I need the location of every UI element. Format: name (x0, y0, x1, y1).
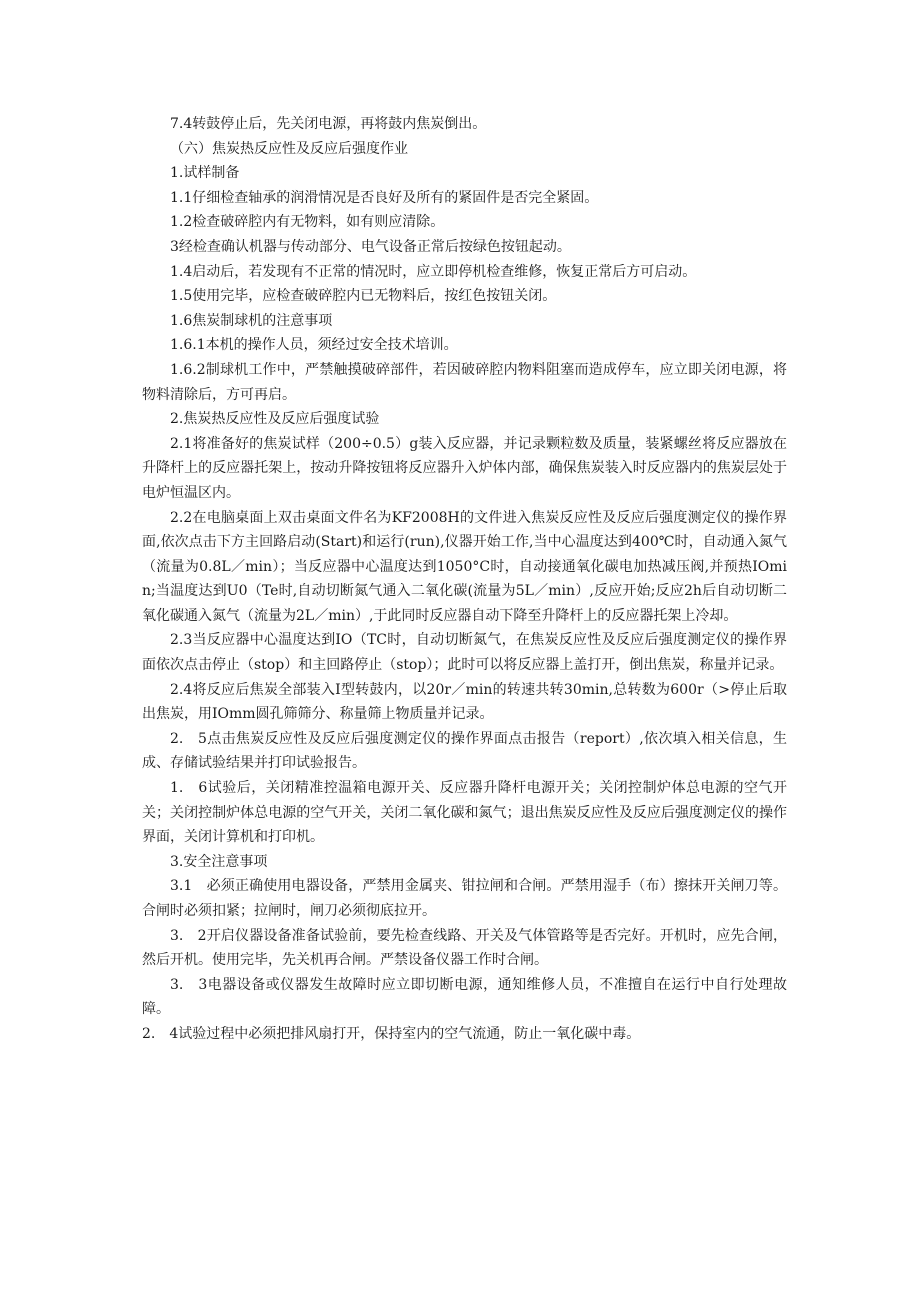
subsection-heading: 1.试样制备 (170, 165, 240, 182)
paragraph: 2.1将准备好的焦炭试样（200÷0.5）g装入反应器，并记录颗粒数及质量，装紧螺丝将反应器放在升降杆上的反应器托架上，按动升降按钮将反应器升入炉体内部，确保焦炭装入时反应器内的焦炭层处于电炉恒温区内。 (142, 435, 787, 501)
paragraph: 3. 3电器设备或仪器发生故障时应立即切断电源，通知维修人员，不准擅自在运行中自行处理故障。 (142, 976, 787, 1018)
paragraph: 1.4启动后，若发现有不正常的情况时，应立即停机检查维修，恢复正常后方可启动。 (170, 263, 697, 280)
subsection-heading: 2.焦炭热反应性及反应后强度试验 (170, 411, 380, 428)
paragraph: 2.2在电脑桌面上双击桌面文件名为KF2008H的文件进入焦炭反应性及反应后强度测定仪的操作界面,依次点击下方主回路启动(Start)和运行(run),仪器开始工作,当中心温度达到400℃时，自动通入氮气（流量为0.8L／min）；当反应器中心温度达到1050°C时，自动接通氧化碳电加热减压阀,并预热IOmin;当温度达到U0（Te时,自动切断氮气通入二氧化碳(流量为5L／min）,反应开始;反应2h后自动切断二氧化碳通入氮气（流量为2L／min）,于此同时反应器自动下降至升降杆上的反应器托架上冷却。 (142, 509, 787, 624)
paragraph: 2.4将反应后焦炭全部装入I型转鼓内，以20r／min的转速共转30min,总转数为600r（>停止后取出焦炭，用IOmm圆孔筛筛分、称量筛上物质量并记录。 (142, 681, 787, 723)
paragraph: 2.3当反应器中心温度达到IO（TC时，自动切断氮气，在焦炭反应性及反应后强度测定仪的操作界面依次点击停止（stop）和主回路停止（stop）；此时可以将反应器上盖打开，倒出焦炭，称量并记录。 (142, 632, 787, 674)
paragraph: 1.6.1本机的操作人员，须经过安全技术培训。 (170, 337, 458, 354)
document-body (142, 112, 787, 1047)
paragraph: 3. 2开启仪器设备准备试验前，要先检查线路、开关及气体管路等是否完好。开机时，应先合闸，然后开机。使用完毕，先关机再合闸。严禁设备仪器工作时合闸。 (142, 927, 787, 969)
paragraph: 7.4转鼓停止后，先关闭电源，再将鼓内焦炭倒出。 (170, 116, 487, 132)
section-heading: （六）焦炭热反应性及反应后强度作业 (170, 140, 408, 157)
paragraph: 3经检查确认机器与传动部分、电气设备正常后按绿色按钮起动。 (170, 238, 571, 255)
paragraph: 3.1 必须正确使用电器设备，严禁用金属夹、钳拉闸和合闸。严禁用湿手（布）擦抹开关闸刀等。合闸时必须扣紧；拉闸时，闸刀必须彻底拉开。 (142, 878, 787, 919)
paragraph: 1.5使用完毕，应检查破碎腔内已无物料后，按红色按钮关闭。 (170, 288, 557, 305)
subsection-heading: 3.安全注意事项 (170, 853, 268, 870)
paragraph: 1.6.2制球机工作中，严禁触摸破碎部件，若因破碎腔内物料阻塞而造成停车，应立即关闭电源，将物料清除后，方可再启。 (142, 361, 787, 403)
paragraph: 2. 5点击焦炭反应性及反应后强度测定仪的操作界面点击报告（report）,依次填入相关信息，生成、存储试验结果并打印试验报告。 (142, 730, 787, 772)
paragraph: 2. 4试验过程中必须把排风扇打开，保持室内的空气流通，防止一氧化碳中毒。 (142, 1025, 641, 1042)
paragraph: 1.1仔细检查轴承的润滑情况是否良好及所有的紧固件是否完全紧固。 (170, 189, 599, 206)
paragraph: 1.2检查破碎腔内有无物料，如有则应清除。 (170, 214, 445, 231)
paragraph: 1.6焦炭制球机的注意事项 (170, 312, 333, 329)
paragraph: 1. 6试验后，关闭精准控温箱电源开关、反应器升降杆电源开关；关闭控制炉体总电源的空气开关；关闭控制炉体总电源的空气开关，关闭二氧化碳和氮气；退出焦炭反应性及反应后强度测定仪的操作界面，关闭计算机和打印机。 (142, 780, 787, 846)
